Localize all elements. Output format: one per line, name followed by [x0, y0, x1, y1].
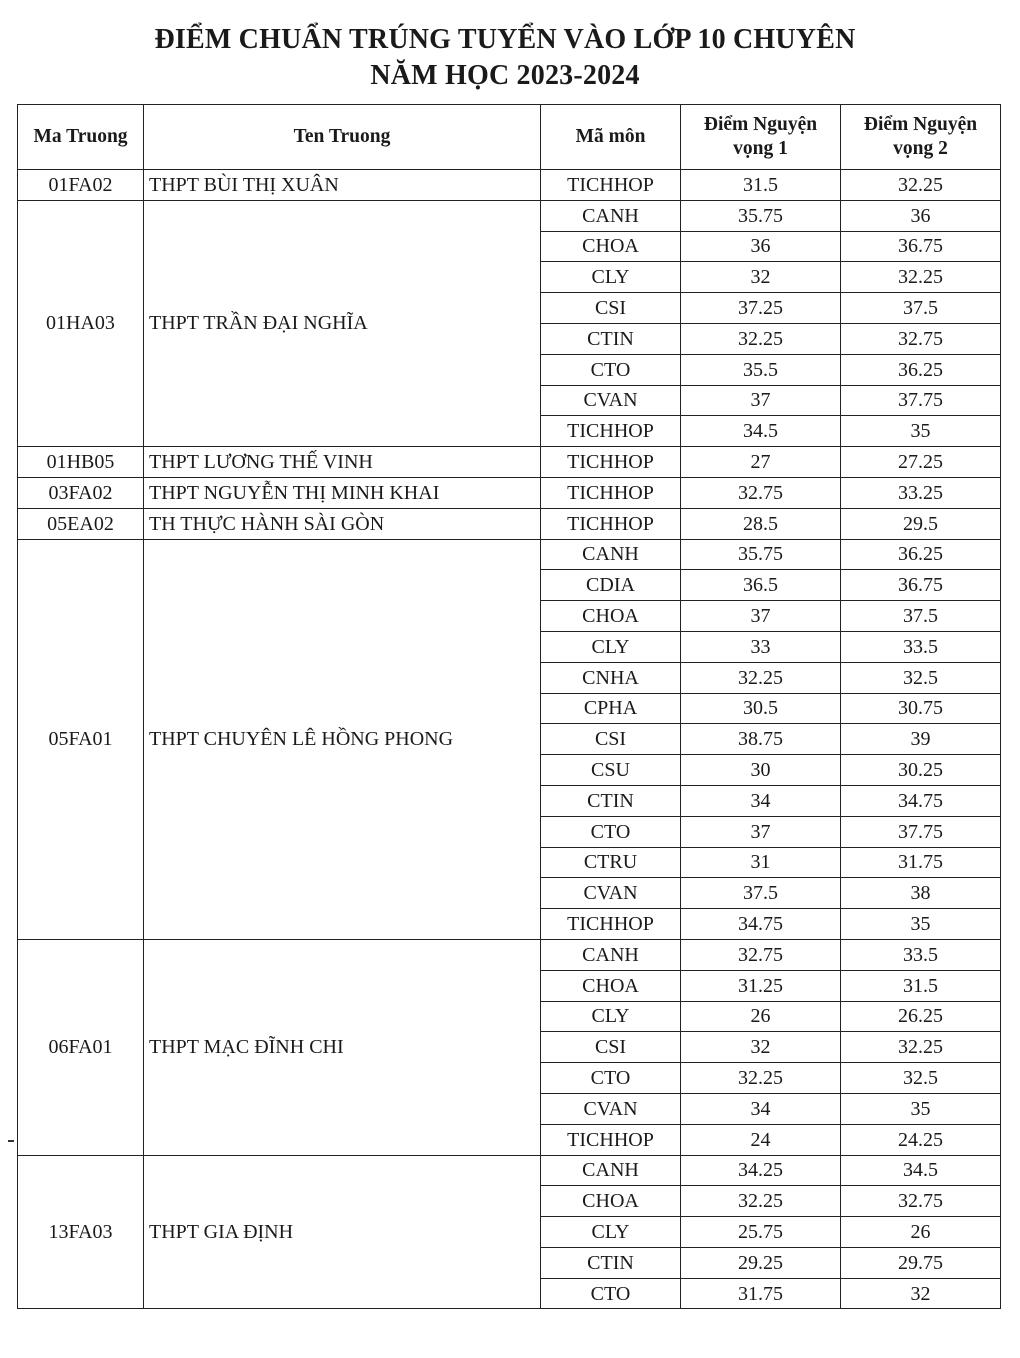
header-score-choice-2-line1: Điểm Nguyện [863, 114, 978, 135]
subject-code-cell: CHOA [541, 970, 681, 1001]
school-code-cell: 01HB05 [18, 447, 144, 478]
subject-code-cell: CHOA [541, 601, 681, 632]
score-choice-2-cell: 33.5 [841, 939, 1001, 970]
score-choice-1-cell: 34.75 [681, 909, 841, 940]
score-choice-2-cell: 26 [841, 1217, 1001, 1248]
subject-code-cell: CANH [541, 539, 681, 570]
score-choice-1-cell: 30.5 [681, 693, 841, 724]
score-choice-1-cell: 29.25 [681, 1247, 841, 1278]
subject-code-cell: TICHHOP [541, 909, 681, 940]
school-code-cell: 13FA03 [18, 1155, 144, 1309]
score-choice-2-cell: 32.75 [841, 1186, 1001, 1217]
score-choice-2-cell: 32.75 [841, 323, 1001, 354]
header-subject-code: Mã môn [541, 105, 681, 170]
subject-code-cell: CTIN [541, 323, 681, 354]
score-choice-2-cell: 32.5 [841, 1063, 1001, 1094]
score-choice-2-cell: 34.75 [841, 785, 1001, 816]
document-title: ĐIỂM CHUẨN TRÚNG TUYỂN VÀO LỚP 10 CHUYÊN [154, 24, 856, 55]
header-score-choice-1-line2: vọng 1 [733, 138, 788, 159]
score-choice-2-cell: 37.75 [841, 385, 1001, 416]
score-choice-2-cell: 27.25 [841, 447, 1001, 478]
subject-code-cell: CTIN [541, 1247, 681, 1278]
subject-code-cell: TICHHOP [541, 508, 681, 539]
table-row [18, 200, 1001, 231]
school-name-cell: THPT BÙI THỊ XUÂN [144, 170, 541, 201]
score-choice-1-cell: 37 [681, 816, 841, 847]
table-row [18, 447, 1001, 478]
subject-code-cell: CANH [541, 1155, 681, 1186]
score-choice-2-cell: 37.5 [841, 601, 1001, 632]
score-choice-1-cell: 37 [681, 385, 841, 416]
score-choice-2-cell: 31.5 [841, 970, 1001, 1001]
score-choice-1-cell: 24 [681, 1124, 841, 1155]
score-choice-2-cell: 37.5 [841, 293, 1001, 324]
table-row [18, 508, 1001, 539]
score-choice-2-cell: 35 [841, 1093, 1001, 1124]
score-choice-2-cell: 26.25 [841, 1001, 1001, 1032]
subject-code-cell: TICHHOP [541, 447, 681, 478]
header-score-choice-2-line2: vọng 2 [893, 138, 948, 159]
table-row [18, 477, 1001, 508]
subject-code-cell: CDIA [541, 570, 681, 601]
school-name-cell: THPT GIA ĐỊNH [144, 1155, 541, 1309]
score-choice-1-cell: 34.25 [681, 1155, 841, 1186]
subject-code-cell: CANH [541, 200, 681, 231]
subject-code-cell: CHOA [541, 1186, 681, 1217]
score-choice-2-cell: 39 [841, 724, 1001, 755]
header-score-choice-1-line1: Điểm Nguyện [703, 114, 818, 135]
score-choice-1-cell: 30 [681, 755, 841, 786]
score-choice-1-cell: 38.75 [681, 724, 841, 755]
score-choice-2-cell: 38 [841, 878, 1001, 909]
score-choice-2-cell: 30.75 [841, 693, 1001, 724]
table-header-row [18, 105, 1001, 170]
score-choice-1-cell: 35.75 [681, 539, 841, 570]
score-choice-2-cell: 35 [841, 416, 1001, 447]
score-choice-2-cell: 29.75 [841, 1247, 1001, 1278]
header-school-name: Ten Truong [144, 105, 541, 170]
score-choice-1-cell: 37.5 [681, 878, 841, 909]
subject-code-cell: CPHA [541, 693, 681, 724]
subject-code-cell: CSI [541, 293, 681, 324]
school-code-cell: 05EA02 [18, 508, 144, 539]
score-choice-2-cell: 34.5 [841, 1155, 1001, 1186]
subject-code-cell: CTRU [541, 847, 681, 878]
score-choice-1-cell: 27 [681, 447, 841, 478]
subject-code-cell: CSI [541, 1032, 681, 1063]
score-choice-1-cell: 37 [681, 601, 841, 632]
score-choice-2-cell: 36.25 [841, 539, 1001, 570]
table-row [18, 939, 1001, 970]
subject-code-cell: CNHA [541, 662, 681, 693]
subject-code-cell: CTIN [541, 785, 681, 816]
score-choice-1-cell: 32 [681, 1032, 841, 1063]
score-choice-1-cell: 25.75 [681, 1217, 841, 1248]
table-row [18, 170, 1001, 201]
margin-mark [8, 1140, 14, 1142]
subject-code-cell: CLY [541, 1001, 681, 1032]
school-name-cell: THPT TRẦN ĐẠI NGHĨA [144, 200, 541, 446]
score-choice-1-cell: 32 [681, 262, 841, 293]
school-code-cell: 05FA01 [18, 539, 144, 939]
score-choice-2-cell: 36.75 [841, 231, 1001, 262]
table-row [18, 1155, 1001, 1186]
score-choice-2-cell: 33.5 [841, 631, 1001, 662]
score-choice-1-cell: 32.25 [681, 662, 841, 693]
score-choice-1-cell: 26 [681, 1001, 841, 1032]
subject-code-cell: CSU [541, 755, 681, 786]
score-choice-1-cell: 32.25 [681, 1063, 841, 1094]
table-row [18, 539, 1001, 570]
school-name-cell: THPT LƯƠNG THẾ VINH [144, 447, 541, 478]
score-choice-1-cell: 33 [681, 631, 841, 662]
score-choice-1-cell: 35.5 [681, 354, 841, 385]
header-school-code: Ma Truong [18, 105, 144, 170]
subject-code-cell: CSI [541, 724, 681, 755]
score-choice-2-cell: 32.25 [841, 262, 1001, 293]
score-choice-1-cell: 34 [681, 785, 841, 816]
subject-code-cell: CTO [541, 816, 681, 847]
score-choice-1-cell: 34 [681, 1093, 841, 1124]
score-choice-1-cell: 31 [681, 847, 841, 878]
subject-code-cell: CLY [541, 1217, 681, 1248]
subject-code-cell: CLY [541, 262, 681, 293]
score-choice-1-cell: 35.75 [681, 200, 841, 231]
score-choice-2-cell: 30.25 [841, 755, 1001, 786]
school-code-cell: 06FA01 [18, 939, 144, 1155]
table-body [18, 170, 1001, 1309]
school-code-cell: 01FA02 [18, 170, 144, 201]
score-choice-2-cell: 35 [841, 909, 1001, 940]
subject-code-cell: TICHHOP [541, 170, 681, 201]
score-choice-1-cell: 32.75 [681, 939, 841, 970]
score-choice-2-cell: 37.75 [841, 816, 1001, 847]
score-choice-2-cell: 32.25 [841, 1032, 1001, 1063]
subject-code-cell: TICHHOP [541, 416, 681, 447]
subject-code-cell: TICHHOP [541, 1124, 681, 1155]
score-choice-2-cell: 36 [841, 200, 1001, 231]
score-choice-1-cell: 32.25 [681, 1186, 841, 1217]
score-choice-2-cell: 32.25 [841, 170, 1001, 201]
admission-scores-table [17, 104, 1001, 1309]
subject-code-cell: CLY [541, 631, 681, 662]
subject-code-cell: CVAN [541, 1093, 681, 1124]
subject-code-cell: CTO [541, 1278, 681, 1309]
subject-code-cell: TICHHOP [541, 477, 681, 508]
header-score-choice-2 [841, 105, 1001, 170]
score-choice-1-cell: 36.5 [681, 570, 841, 601]
subject-code-cell: CANH [541, 939, 681, 970]
score-choice-1-cell: 36 [681, 231, 841, 262]
score-choice-1-cell: 28.5 [681, 508, 841, 539]
score-choice-1-cell: 31.5 [681, 170, 841, 201]
subject-code-cell: CHOA [541, 231, 681, 262]
subject-code-cell: CVAN [541, 878, 681, 909]
school-name-cell: THPT MẠC ĐĨNH CHI [144, 939, 541, 1155]
document-subtitle: NĂM HỌC 2023-2024 [370, 60, 640, 91]
score-choice-2-cell: 32 [841, 1278, 1001, 1309]
score-choice-2-cell: 31.75 [841, 847, 1001, 878]
score-choice-2-cell: 29.5 [841, 508, 1001, 539]
score-choice-1-cell: 34.5 [681, 416, 841, 447]
subject-code-cell: CVAN [541, 385, 681, 416]
subject-code-cell: CTO [541, 1063, 681, 1094]
score-choice-1-cell: 32.25 [681, 323, 841, 354]
score-choice-1-cell: 32.75 [681, 477, 841, 508]
score-choice-2-cell: 36.75 [841, 570, 1001, 601]
school-code-cell: 01HA03 [18, 200, 144, 446]
score-choice-2-cell: 36.25 [841, 354, 1001, 385]
school-name-cell: TH THỰC HÀNH SÀI GÒN [144, 508, 541, 539]
score-choice-2-cell: 33.25 [841, 477, 1001, 508]
school-name-cell: THPT NGUYỄN THỊ MINH KHAI [144, 477, 541, 508]
school-name-cell: THPT CHUYÊN LÊ HỒNG PHONG [144, 539, 541, 939]
score-choice-2-cell: 32.5 [841, 662, 1001, 693]
score-choice-2-cell: 24.25 [841, 1124, 1001, 1155]
score-choice-1-cell: 31.25 [681, 970, 841, 1001]
school-code-cell: 03FA02 [18, 477, 144, 508]
score-choice-1-cell: 31.75 [681, 1278, 841, 1309]
score-choice-1-cell: 37.25 [681, 293, 841, 324]
header-score-choice-1 [681, 105, 841, 170]
subject-code-cell: CTO [541, 354, 681, 385]
